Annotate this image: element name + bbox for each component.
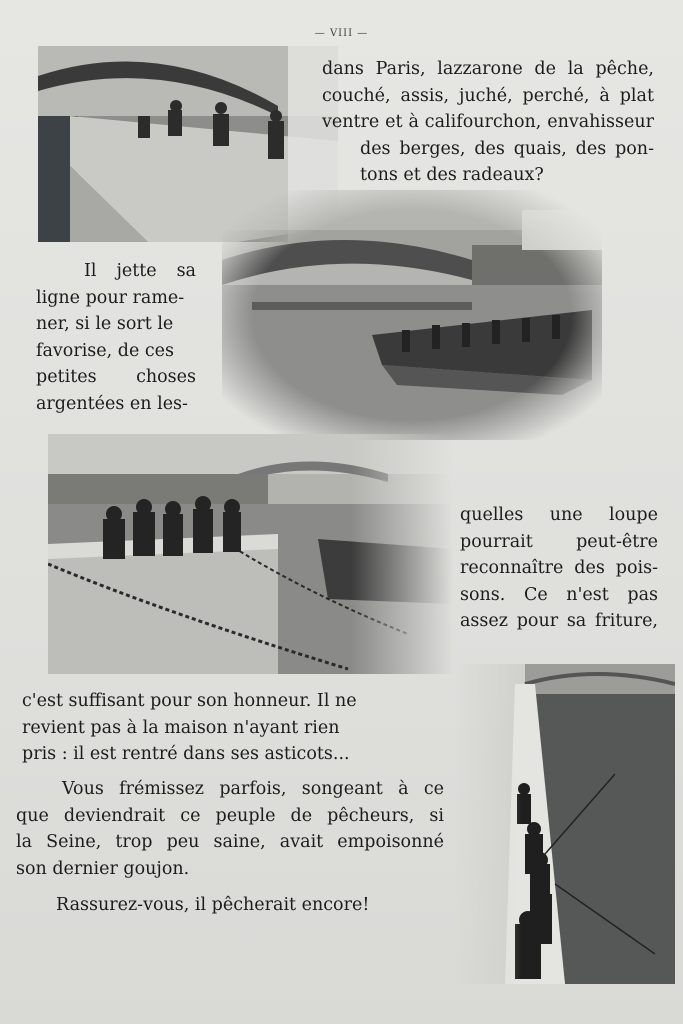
paragraph-honneur: c'est suffisant pour son honneur. Il ne revient pas à la maison n'ayant rien pris : il est rentré dans ses asticots... [22, 691, 357, 764]
paragraph-fremissez: Vous frémissez parfois, songeant à ce que deviendrait ce peuple de pêcheurs, si la Seine, trop peu saine, avait empoisonné son dernier goujon. [16, 779, 444, 879]
paragraph-rassurez: Rassurez-vous, il pêcherait encore! [56, 895, 370, 915]
paragraph-lazzarone: dans Paris, lazzarone de la pêche, couché, assis, juché, perché, à plat ventre et à califourchon, envahisseur des berges, des quais, des pon- tons et des radeaux? [322, 59, 654, 185]
paragraph-il-jette: Il jette sa ligne pour rame- ner, si le sort le favorise, de ces petites choses argentées en les- [36, 261, 196, 414]
page-number: — VIII — [314, 28, 369, 39]
paragraph-quelles: quelles une loupe pourrait peut-être reconnaître des pois- sons. Ce n'est pas assez pour sa friture, [460, 505, 658, 631]
quay-chain-fishermen-photo [48, 434, 453, 674]
riverbank-rod-fishermen-photo [455, 664, 675, 984]
ferry-barge-photo [222, 190, 602, 440]
